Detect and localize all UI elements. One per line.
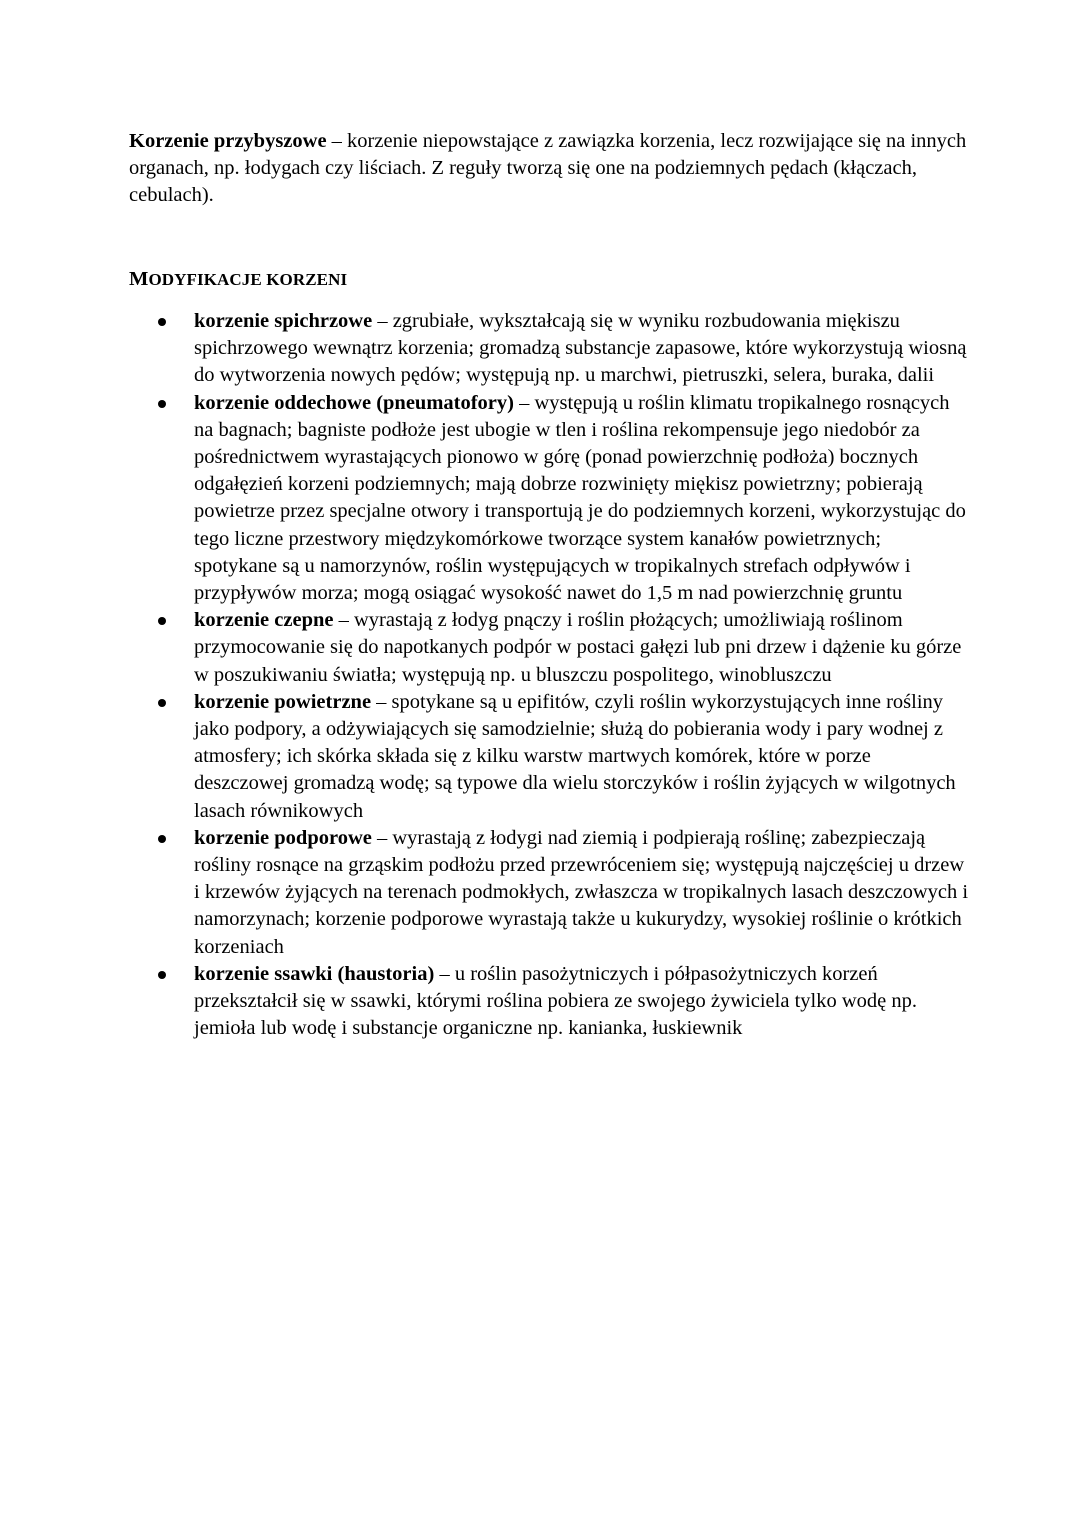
list-item-text: – zgrubiałe, wykształcają się w wyniku rozbudowania miękiszu spichrzowego wewnątrz korzenia; gromadzą substancje zapasowe, które wykorzystują wiosną do wytworzenia nowych pędów; występują np. u marchwi, pietruszki, selera, buraka, dalii [194,310,967,387]
list-item-term: korzenie ssawki (haustoria) [194,962,435,985]
list-item-text: – u roślin pasożytniczych i półpasożytniczych korzeń przekształcił się w ssawki, którymi roślina pobiera ze swojego żywiciela tylko wodę np. jemioła lub wodę i substancje organiczne np. kanianka, łuskiewnik [194,962,917,1040]
bullet-icon [158,318,166,326]
list-item-podporowe [129,825,969,961]
list-item-spichrzowe [129,308,969,390]
heading-first-letter: M [129,268,149,290]
list-item-term: korzenie powietrzne [194,690,372,713]
list-item-oddechowe [129,390,969,608]
intro-definition: – korzenie niepowstające z zawiązka korzenia, lecz rozwijające się na innych organach, np. łodygach czy liściach. Z reguły tworzą się one na podziemnych pędach (kłączach, cebulach). [129,130,967,206]
list-item-text: – spotykane są u epifitów, czyli roślin wykorzystujących inne rośliny jako podpory, a odżywiających się samodzielnie; służą do pobierania wody i pary wodnej z atmosfery; ich skórka składa się z kilku warstw martwych komórek, które w porze deszczowej gromadzą wodę; są typowe dla wielu storczyków i roślin żyjących w wilgotnych lasach równikowych [194,690,956,822]
list-item-powietrzne [129,689,969,825]
intro-term: Korzenie przybyszowe [129,130,327,152]
heading-rest: ODYFIKACJE KORZENI [148,270,348,289]
bullet-icon [158,971,166,979]
bullet-icon [158,617,166,625]
list-item-term: korzenie oddechowe (pneumatofory) [194,391,514,414]
bullet-icon [158,400,166,408]
list-item-text: – występują u roślin klimatu tropikalnego rosnących na bagnach; bagniste podłoże jest ubogie w tlen i roślina rekompensuje jego niedobór za pośrednictwem wyrastających pionowo w górę (ponad powierzchnię podłoża) bocznych odgałęzień korzeni podziemnych; mają dobrze rozwinięty miękisz powietrzny; pobierają powietrze przez specjalne otwory i transportują je do podziemnych korzeni, wykorzystując do tego liczne przestwory międzykomórkowe tworzące system kanałów powietrznych; spotykane są u namorzynów, roślin występujących w tropikalnych strefach odpływów i przypływów morza; mogą osiągać wysokość nawet do 1,5 m nad powierzchnię gruntu [194,391,966,605]
list-item-term: korzenie spichrzowe [194,310,373,332]
intro-paragraph [129,128,969,209]
list-item-text: – wyrastają z łodygi nad ziemią i podpierają roślinę; zabezpieczają rośliny rosnące na grząskim podłożu przed przewróceniem się; występują najczęściej u drzew i krzewów żyjących na terenach podmokłych, zwłaszcza w tropikalnych lasach deszczowych i namorzynach; korzenie podporowe wyrastają także u kukurydzy, wysokiej roślinie o krótkich korzeniach [194,826,969,958]
bullet-icon [158,835,166,843]
list-item-term: korzenie czepne [194,609,334,632]
list-item-czepne [129,607,969,689]
modifications-list [129,308,969,1042]
list-item-text: – wyrastają z łodyg pnączy i roślin płożących; umożliwiają roślinom przymocowanie się do napotkanych podpór w postaci gałęzi lub pni drzew i dążenie ku górze w poszukiwaniu światła; występują np. u bluszczu pospolitego, winobluszczu [194,609,962,686]
bullet-icon [158,699,166,707]
list-item-term: korzenie podporowe [194,826,372,849]
list-item-ssawki [129,961,969,1043]
section-heading [129,268,347,291]
